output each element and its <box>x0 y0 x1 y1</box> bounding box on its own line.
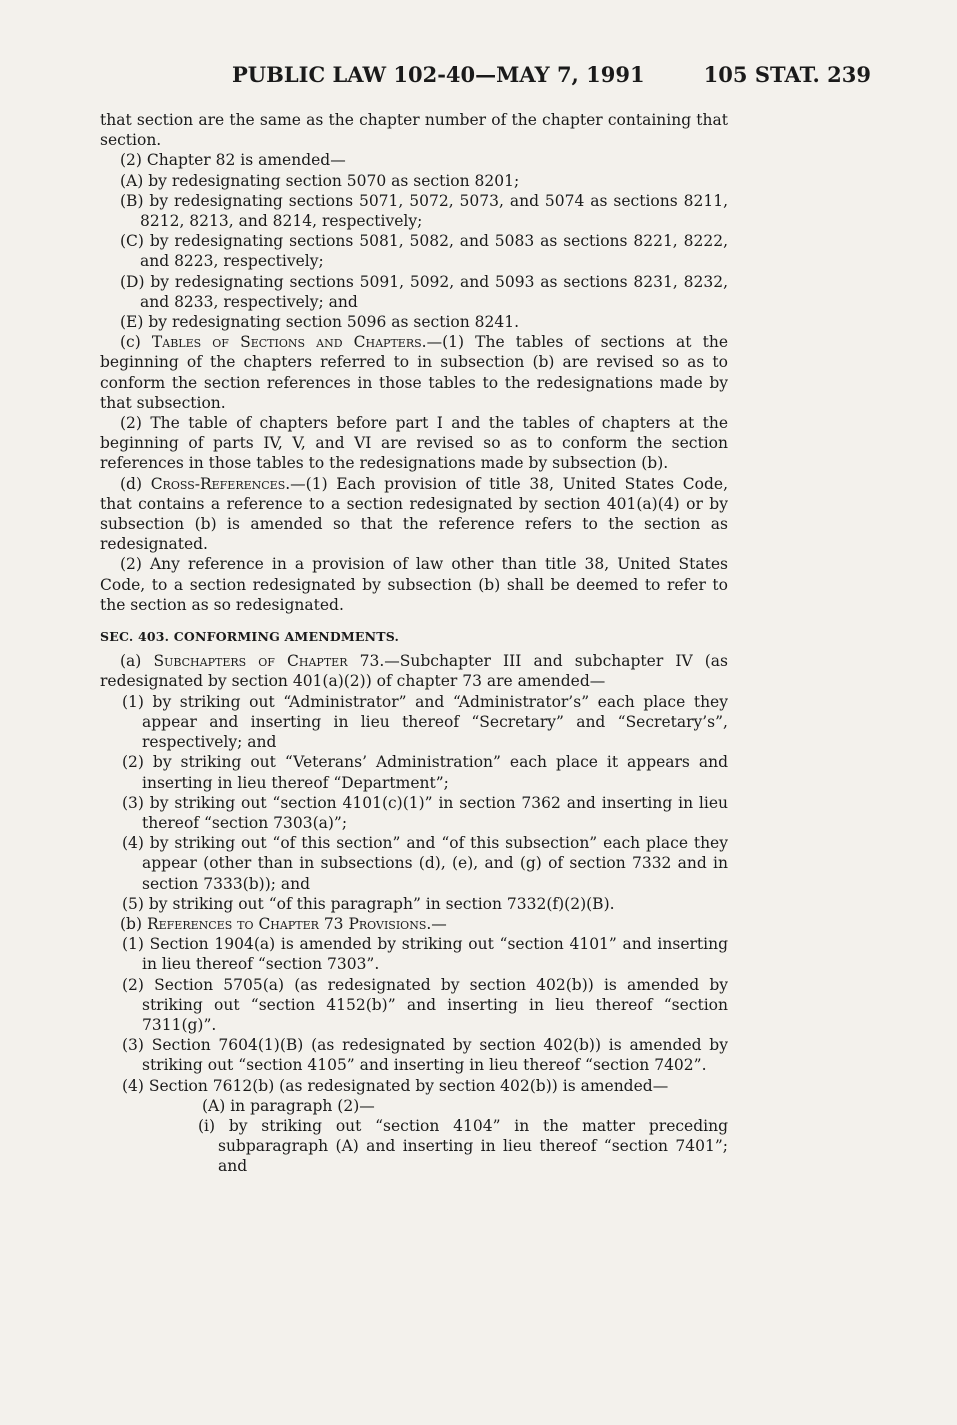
header-title: PUBLIC LAW 102-40—MAY 7, 1991 <box>232 62 645 87</box>
subsection-d-caption: Cross-References <box>150 474 286 493</box>
subsection-b-caption: References to Chapter <box>146 914 319 933</box>
subsection-c-2: (2) The table of chapters before part I and the tables of chapters at the beginning of parts IV, V, and VI are revised so as to conform the section references in those tables to the redesignations made by subsection (b). <box>100 414 728 473</box>
document-body <box>100 110 728 1177</box>
running-header <box>100 62 871 96</box>
subsection-b-dash: .— <box>426 914 447 933</box>
list-item-A: (A) by redesignating section 5070 as section 8201; <box>120 171 520 190</box>
paragraph-continuation: that section are the same as the chapter number of the chapter containing that section. <box>100 111 728 150</box>
list-item-B: (B) by redesignating sections 5071, 5072, 5073, and 5074 as sections 8211, 8212, 8213, and 8214, respectively; <box>120 191 728 231</box>
list-item-b2: (2) Section 5705(a) (as redesignated by section 402(b)) is amended by striking out “section 4152(b)” and inserting in lieu thereof “section 7311(g)”. <box>122 975 728 1034</box>
subsection-b <box>100 914 728 934</box>
header-page-reference: 105 STAT. 239 <box>703 62 871 87</box>
subsection-b-chapter-number: 73 <box>318 914 349 933</box>
list-item-E: (E) by redesignating section 5096 as section 8241. <box>120 313 520 332</box>
subsection-a <box>100 651 728 691</box>
subsection-a-text: 73.—Subchapter III and subchapter IV (as redesignated by section 401(a)(2)) of chapter 73 are amended— <box>100 652 729 691</box>
list-item-b3: (3) Section 7604(1)(B) (as redesignated by section 402(b)) is amended by striking out “section 4105” and inserting in lieu thereof “section 7402”. <box>122 1036 728 1075</box>
list-item-D: (D) by redesignating sections 5091, 5092, and 5093 as sections 8231, 8232, and 8233, respectively; and <box>120 272 728 311</box>
section-heading: SEC. 403. CONFORMING AMENDMENTS. <box>100 629 400 645</box>
list-item-b1: (1) Section 1904(a) is amended by striking out “section 4101” and inserting in lieu thereof “section 7303”. <box>122 935 728 974</box>
subsection-d-label: (d) <box>120 474 151 493</box>
list-item-2: (2) by striking out “Veterans’ Administration” each place it appears and inserting in lieu thereof “Department”; <box>122 753 728 792</box>
subsection-c-text: .—(1) The tables of sections at the beginning of the chapters referred to in subsection (b) are revised so as to conform the section references in those tables to the redesignations made by that subsection. <box>100 333 729 412</box>
list-item-C: (C) by redesignating sections 5081, 5082, and 5083 as sections 8221, 8222, and 8223, respectively; <box>120 232 728 271</box>
list-item-b4: (4) Section 7612(b) (as redesignated by section 402(b)) is amended— <box>122 1076 669 1095</box>
list-item-4: (4) by striking out “of this section” and “of this subsection” each place they appear (other than in subsections (d), (e), and (g) of section 7332 and in section 7333(b)); and <box>122 834 728 893</box>
subsection-d-2: (2) Any reference in a provision of law other than title 38, United States Code, to a section redesignated by subsection (b) shall be deemed to refer to the section as so redesignated. <box>100 555 728 614</box>
subsection-c-caption: Tables of Sections and Chapters <box>151 333 422 352</box>
list-item-b4-A: (A) in paragraph (2)— <box>202 1096 375 1115</box>
subsection-c-label: (c) <box>120 333 152 352</box>
list-item-1: (1) by striking out “Administrator” and “Administrator’s” each place they appear and inserting in lieu thereof “Secretary” and “Secretary’s”, respectively; and <box>122 692 728 752</box>
subsection-b-label: (b) <box>120 914 147 933</box>
list-item-3: (3) by striking out “section 4101(c)(1)” in section 7362 and inserting in lieu thereof “section 7303(a)”; <box>122 793 728 832</box>
subsection-d-text: .—(1) Each provision of title 38, United States Code, that contains a reference to a section redesignated by section 401(a)(4) or by subsection (b) is amended so that the reference refers to the section as redesignated. <box>100 474 728 554</box>
paragraph-chapter-82: (2) Chapter 82 is amended— <box>120 151 346 170</box>
subsection-d <box>100 474 728 555</box>
list-item-5: (5) by striking out “of this paragraph” in section 7332(f)(2)(B). <box>122 894 615 913</box>
subsection-c <box>100 332 728 413</box>
list-item-b4-A-i: (i) by striking out “section 4104” in the matter preceding subparagraph (A) and inserting in lieu thereof “section 7401”; and <box>198 1116 728 1176</box>
subsection-b-caption-2: Provisions <box>348 914 427 933</box>
subsection-a-caption: Subchapters of Chapter <box>153 652 348 671</box>
subsection-a-label: (a) <box>120 652 154 671</box>
